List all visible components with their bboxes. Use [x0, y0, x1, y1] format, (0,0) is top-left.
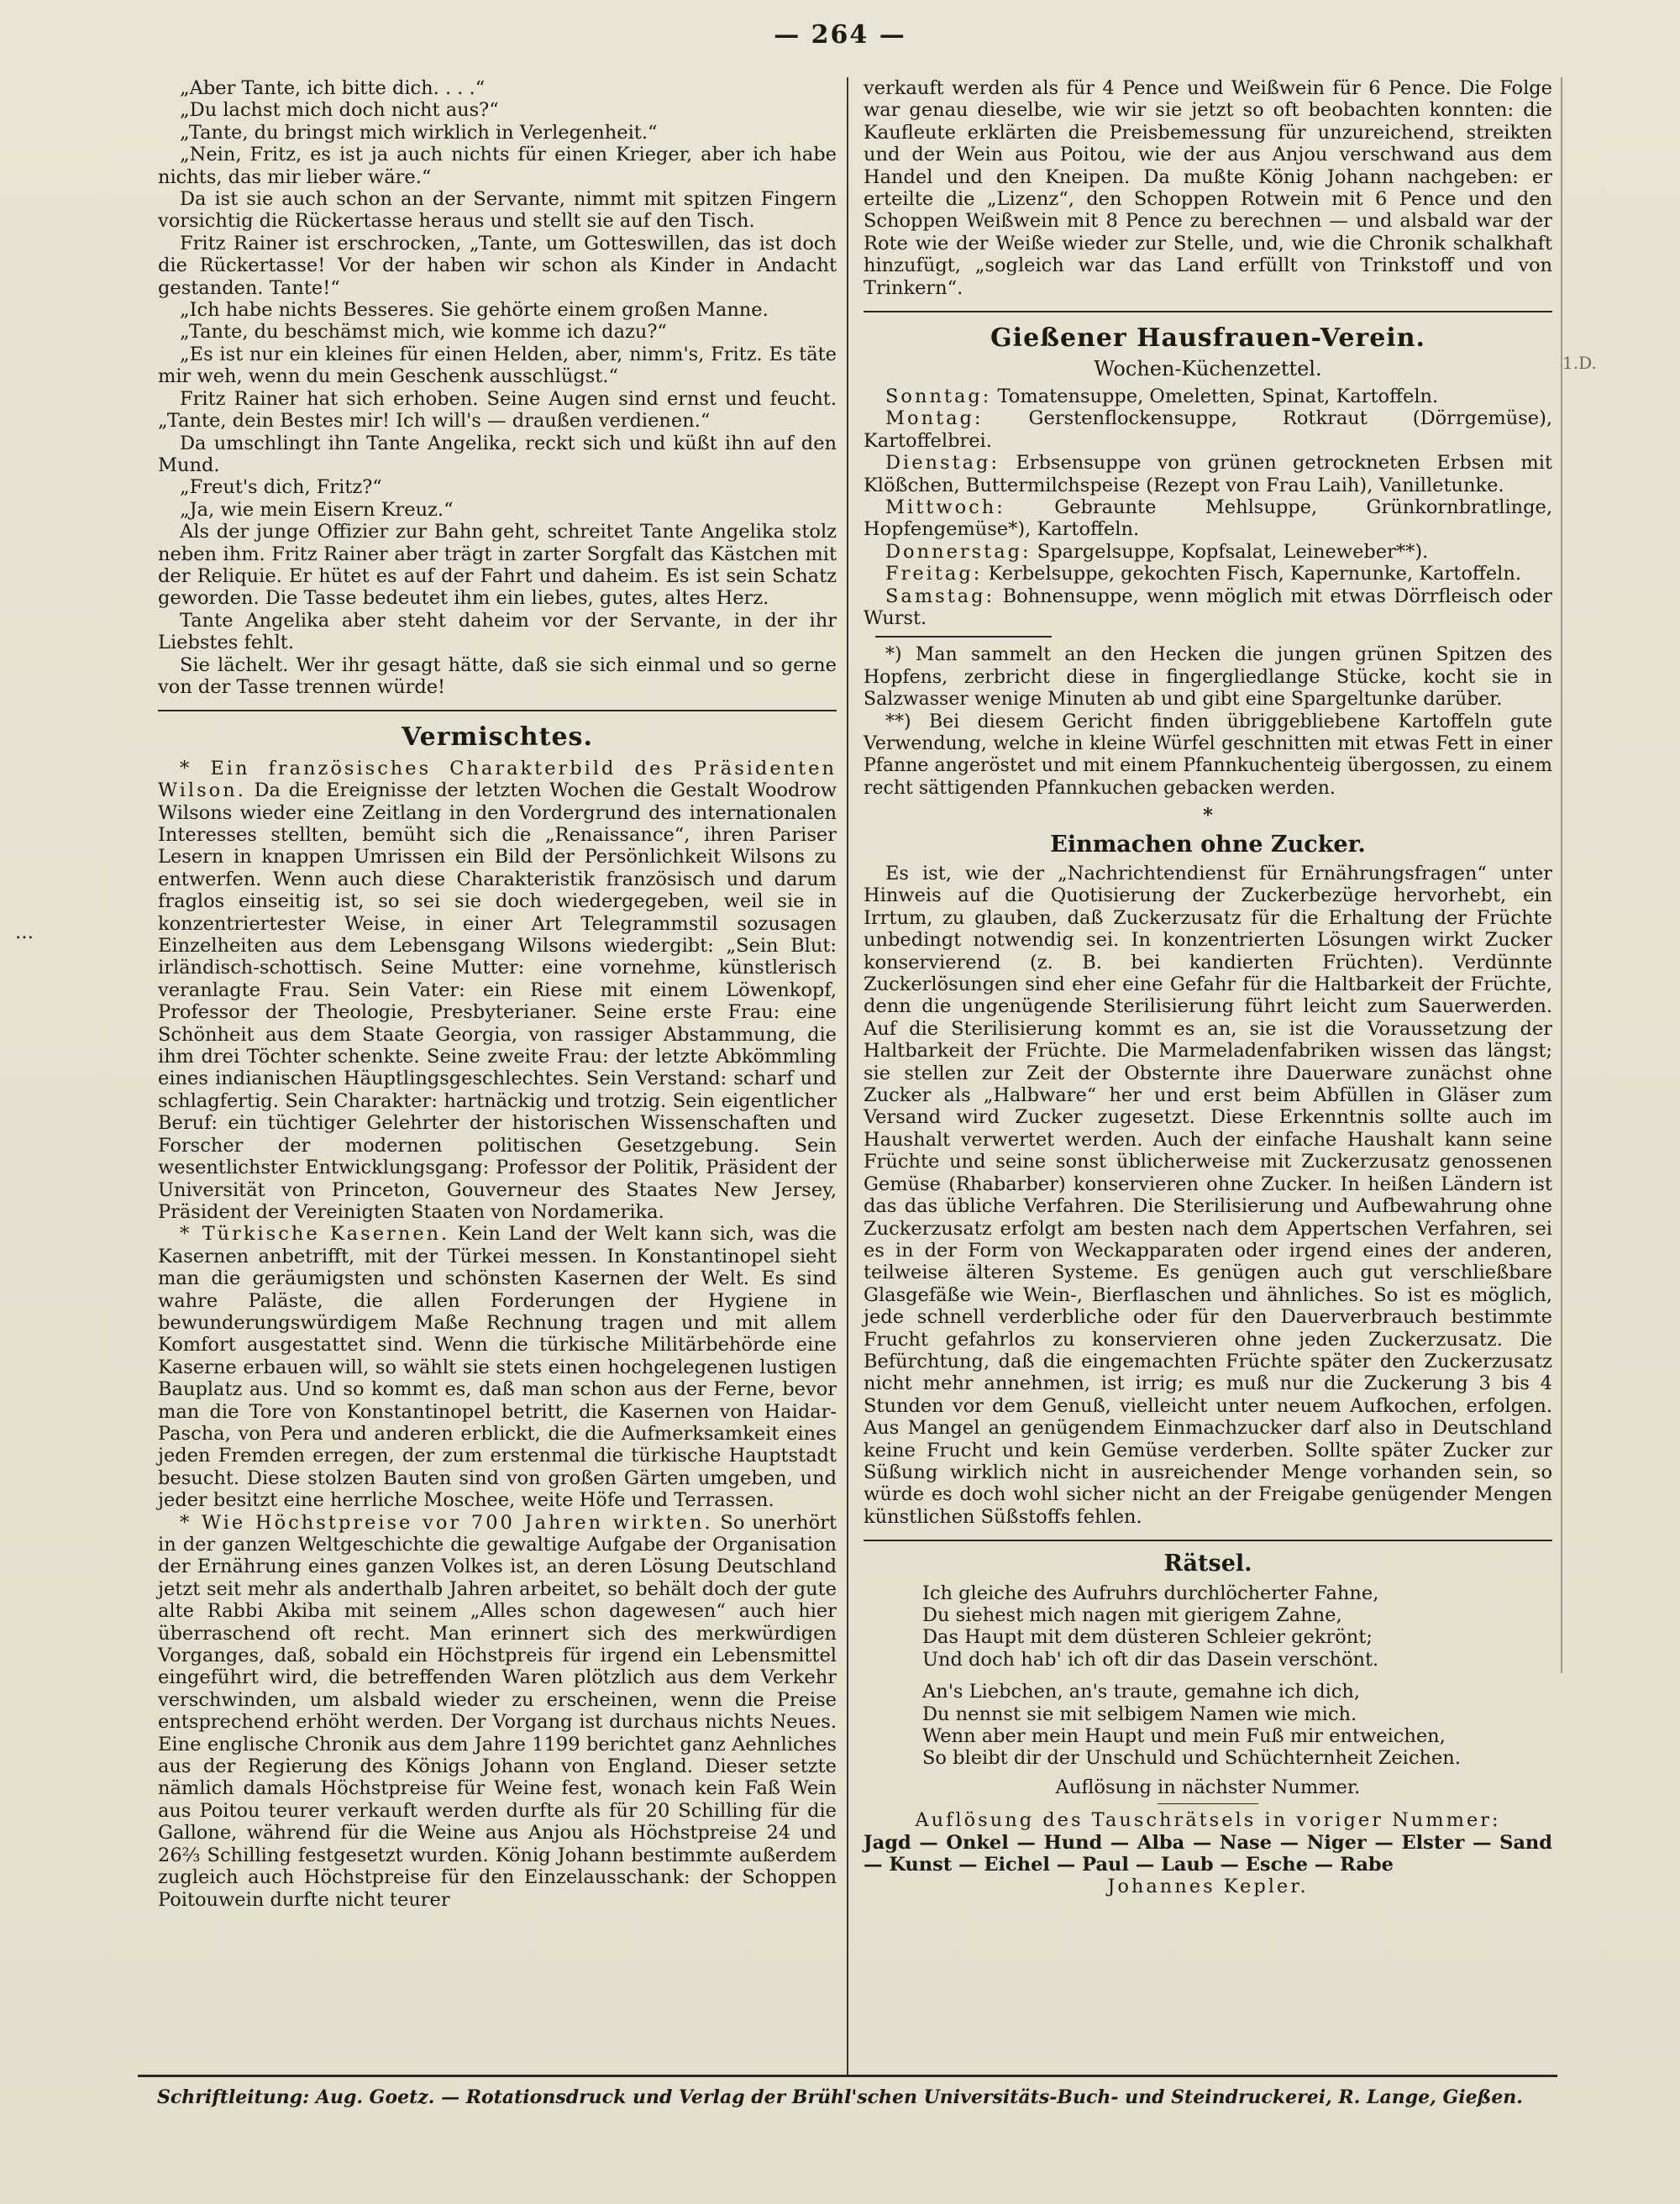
story-paragraph: „Tante, du bringst mich wirklich in Verlegenheit.“ [180, 121, 658, 144]
menu-day [864, 452, 1552, 496]
verse-line: An's Liebchen, an's traute, gemahne ich dich, [922, 1681, 1361, 1703]
article-text: So unerhört in der ganzen Weltgeschichte die gewaltige Aufgabe der Organisation der Ernährung eines ganzen Volkes ist, an deren Lösung Deutschland jetzt seit mehr als anderthalb Jahren arbeitet, so behält doch der gute alte Rabbi Akiba mit seinem „Alles schon dagewesen“ auch hier überraschend oft recht. Man erinnert sich des merkwürdigen Vorganges, daß, sobald ein Höchstpreis für irgend ein Lebensmittel eingeführt wird, die betreffenden Waren plötzlich aus dem Verkehr verschwinden, um alsbald wieder zu erscheinen, wenn die Preise entsprechend erhöht werden. Der Vorgang ist durchaus nichts Neues. Eine englische Chronik aus dem Jahre 1199 berichtet ganz Aehnliches aus der Regierung des Königs Johann von England. Dieser setzte nämlich damals Höchstpreise für Weine fest, wonach kein Faß Wein aus Poitou teurer verkauft werden durfte als für 20 Schilling für die Gallone, während für die Weine aus Anjou als Höchstpreise 24 und 26⅔ Schilling festgesetzt wurden. König Johann bestimmte außerdem zugleich auch Höchstpreise für den Einzelausschank: der Schoppen Poitouwein durfte nicht teurer [158, 1511, 837, 1911]
verse-line: Ich gleiche des Aufruhrs durchlöcherter Fahne, [922, 1582, 1379, 1604]
menu-day-label: Donnerstag: [885, 540, 1032, 563]
raetsel-section [864, 1553, 1552, 1804]
menu-day-text: Erbsensuppe von grünen getrockneten Erbsen mit Klößchen, Buttermilchspeise (Rezept von Frau Laih), Vanilletunke. [864, 452, 1553, 496]
article-title: * Ein französisches Charakterbild des Präsidenten Wilson. [158, 757, 837, 802]
page-number: — 264 — [774, 20, 906, 50]
article-item [158, 758, 837, 1224]
article-title: * Türkische Kasernen. [180, 1223, 450, 1246]
story-paragraph: „Freut's dich, Fritz?“ [180, 476, 382, 499]
menu-day-label: Dienstag: [885, 452, 1000, 475]
article-text: Kein Land der Welt kann sich, was die Kasernen anbetrifft, mit der Türkei messen. In Konstantinopel sieht man die geräumigsten und schönsten Kasernen der Welt. Es sind wahre Paläste, die allen Forderungen der Hygiene in bewunderungswürdigem Maße Rechnung tragen und mit allem Komfort ausgestattet sind. Wenn die türkische Militärbehörde eine Kaserne erbauen will, so wählt sie stets einen hochgelegenen lustigen Bauplatz aus. Und so kommt es, daß man schon aus der Ferne, bevor man die Tore von Konstantinopel betritt, die Kasernen von Haidar-Pascha, von Pera und anderen erblickt, die die Aufmerksamkeit eines jeden Fremden erregen, der zum erstenmal die türkische Hauptstadt besucht. Diese stolzen Bauten sind von großen Gärten umgeben, und jeder besitzt eine herrliche Moschee, weite Höfe und Terrassen. [158, 1223, 837, 1512]
margin-mark-left: … [15, 922, 34, 943]
tauschraetsel-section [864, 1809, 1552, 1898]
menu-day-label: Sonntag: [885, 385, 992, 407]
section-title: Vermischtes. [402, 722, 593, 753]
section-subtitle: Wochen-Küchenzettel. [1094, 357, 1322, 381]
section-title: Rätsel. [1163, 1551, 1252, 1577]
menu-day [864, 496, 1552, 541]
menu-day-text: Bohnensuppe, wenn möglich mit etwas Dörrfleisch oder Wurst. [864, 585, 1553, 629]
section-title: Gießener Hausfrauen-Verein. [990, 323, 1425, 354]
story-paragraph: „Du lachst mich doch nicht aus?“ [180, 99, 499, 122]
verse-line: Wenn aber mein Haupt und mein Fuß mir entweichen, [922, 1725, 1446, 1748]
footnote: **) Bei diesem Gericht finden übriggebliebene Kartoffeln gute Verwendung, welche in kleine Würfel geschnitten mit etwas Fett in einer Pfanne angeröstet und mit einem Pfannkuchenteig übergossen, zu einem recht sättigenden Pfannkuchen gebacken werden. [864, 711, 1552, 799]
story-paragraph: Da ist sie auch schon an der Servante, nimmt mit spitzen Fingern vorsichtig die Rückertasse heraus und stellt sie auf den Tisch. [158, 188, 837, 233]
story-paragraph: Tante Angelika aber steht daheim vor der Servante, in der ihr Liebstes fehlt. [158, 609, 837, 654]
menu-day-text: Tomatensuppe, Omeletten, Spinat, Kartoffeln. [997, 385, 1439, 407]
right-column [864, 77, 1552, 1898]
story-paragraph: „Es ist nur ein kleines für einen Helden, aber, nimm's, Fritz. Es täte mir weh, wenn du mein Geschenk ausschlügst.“ [158, 343, 837, 388]
einmachen-section [864, 805, 1552, 1528]
article-continuation: verkauft werden als für 4 Pence und Weißwein für 6 Pence. Die Folge war genau dieselbe, wie wir sie jetzt so oft beobachten konnten: die Kaufleute erklärten die Preisbemessung für unzureichend, streikten und der Wein aus Poitou, wie der aus Anjou verschwand aus dem Handel und den Kneipen. Da mußte König Johann nachgeben: er erteilte die „Lizenz“, den Schoppen Rotwein mit 6 Pence und den Schoppen Weißwein mit 8 Pence zu berechnen — und alsbald war der Rote wie der Weiße wieder zur Stelle, und, wie die Chronik schalkhaft hinzufügt, „sogleich war das Land erfüllt von Trinkstoff und von Trinkern“. [864, 77, 1552, 299]
footnote: *) Man sammelt an den Hecken die jungen grünen Spitzen des Hopfens, zerbricht diese in fingergliedlange Stücke, kocht sie in Salzwasser wenige Minuten ab und gibt eine Spargeltunke darüber. [864, 644, 1552, 711]
menu-day [864, 407, 1552, 452]
story-paragraph: Fritz Rainer hat sich erhoben. Seine Augen sind ernst und feucht. „Tante, dein Bestes mir! Ich will's — draußen verdienen.“ [158, 387, 837, 433]
riddle-stanza [864, 1582, 1552, 1671]
menu-day-text: Kerbelsuppe, gekochten Fisch, Kapernunke, Kartoffeln. [988, 563, 1522, 585]
menu-day-label: Freitag: [885, 563, 983, 585]
imprint-footer: Schriftleitung: Aug. Goetz. — Rotationsdruck und Verlag der Brühl'schen Universitäts-Buch- und Steindruckerei, R. Lange, Gießen. [157, 2086, 1523, 2108]
story-paragraph: „Ich habe nichts Besseres. Sie gehörte einem großen Manne. [180, 299, 769, 322]
section-rule [864, 1540, 1552, 1541]
solution-title: Auflösung des Tauschrätsels in voriger Nummer: [915, 1809, 1501, 1832]
section-title: Einmachen ohne Zucker. [1050, 831, 1366, 858]
menu-day-label: Mittwoch: [885, 496, 1005, 518]
article-item [158, 1223, 837, 1511]
verse-line: Du nennst sie mit selbigem Namen wie mich. [922, 1703, 1357, 1725]
article-title: * Wie Höchstpreise vor 700 Jahren wirkten. [180, 1511, 713, 1534]
footnote-rule [875, 636, 1052, 638]
story-paragraph: Fritz Rainer ist erschrocken, „Tante, um Gotteswillen, das ist doch die Rückertasse! Vor der haben wir schon als Kinder in Andacht gestanden. Tante!“ [158, 232, 837, 299]
menu-day-text: Spargelsuppe, Kopfsalat, Leineweber**). [1037, 540, 1429, 563]
solution-note: Auflösung in nächster Nummer. [1055, 1776, 1361, 1798]
vermischtes-section [158, 722, 837, 1911]
article-text: Es ist, wie der „Nachrichtendienst für Ernährungsfragen“ unter Hinweis auf die Quotisierung der Zuckerbezüge hervorhebt, ein Irrtum, zu glauben, daß Zuckerzusatz für die Erhaltung der Früchte unbedingt notwendig sei. In konzentrierten Lösungen wirkt Zucker konservierend (z. B. bei kandierten Früchten). Verdünnte Zuckerlösungen sind eher eine Gefahr für die Haltbarkeit der Früchte, denn die ungenügende Sterilisierung führt leicht zum Sauerwerden. Auf die Sterilisierung kommt es an, sie ist die Voraussetzung der Haltbarkeit der Früchte. Die Marmeladenfabriken wissen das längst; sie stellen zur Zeit der Obsternte ihre Dauerware zunächst ohne Zucker als „Halbware“ her und erst beim Abfüllen in Gläser zum Versand wird Zucker zugesetzt. Diese Erkenntnis sollte auch im Haushalt verwertet werden. Auch der einfache Haushalt kann seine Früchte und seine sonst üblicherweise mit Zuckerzusatz genossenen Gemüse (Rhabarber) konservieren ohne Zucker. In heißen Ländern ist das das übliche Verfahren. Die Sterilisierung und Aufbewahrung ohne Zuckerzusatz erfolgt am besten nach dem Appertschen Verfahren, sei es in der Form von Weckapparaten oder irgend eines der anderen, teilweise älteren Systeme. Es genügen auch gut verschließbare Glasgefäße wie Wein-, Bierflaschen und ähnliches. So ist es möglich, jede schnell verderbliche oder für den Dauerverbrauch bestimmte Frucht gefahrlos zu konservieren ohne jeden Zuckerzusatz. Die Befürchtung, daß die eingemachten Früchte später den Zuckerzusatz nicht mehr annehmen, ist irrig; es muß nur die Zuckerung 3 bis 4 Stunden vor dem Genuß, vielleicht unter neuem Aufkochen, erfolgen. Aus Mangel an genügendem Einmachzucker darf also in Deutschland keine Frucht und kein Gemüse verderben. Sollte später Zucker zur Süßung wirklich nicht in ausreichender Menge vorhanden sein, so würde es doch wohl sicher nicht an der Freigabe genügender Mengen künstlichen Süßstoffs fehlen. [864, 863, 1552, 1528]
menu-day [864, 386, 1552, 407]
menu-day [864, 585, 1552, 630]
menu-day [864, 563, 1552, 585]
menu-day-label: Samstag: [885, 585, 995, 607]
menu-day-text: Gerstenflockensuppe, Rotkraut (Dörrgemüse), Kartoffelbrei. [864, 407, 1553, 452]
menu-day-text: Gebraunte Mehlsuppe, Grünkornbratlinge, Hopfengemüse*), Kartoffeln. [864, 496, 1552, 541]
section-ornament: * [1203, 805, 1213, 827]
left-column [158, 77, 837, 1911]
margin-mark-right: 1.D. [1562, 353, 1597, 373]
hausfrauen-section [864, 323, 1553, 800]
solution-words: Jagd — Onkel — Hund — Alba — Nase — Niger — Elster — Sand — Kunst — Eichel — Paul — Laub — Esche — Rabe [864, 1831, 1552, 1876]
story-paragraph: Sie lächelt. Wer ihr gesagt hätte, daß sie sich einmal und so gerne von der Tasse trennen würde! [158, 653, 837, 698]
right-edge-rule [1561, 77, 1562, 1673]
story-ending [158, 77, 837, 698]
menu-day [864, 541, 1552, 563]
verse-line: Du siehest mich nagen mit gierigem Zahne, [922, 1604, 1342, 1626]
verse-line: Das Haupt mit dem düsteren Schleier gekrönt; [922, 1626, 1373, 1649]
story-paragraph: „Nein, Fritz, es ist ja auch nichts für einen Krieger, aber ich habe nichts, das mir lieber wäre.“ [158, 144, 837, 188]
section-rule [158, 710, 837, 711]
article-text: Da die Ereignisse der letzten Wochen die Gestalt Woodrow Wilsons wieder eine Zeitlang in den Vordergrund des internationalen Interesses stellten, bemüht sich die „Renaissance“, ihren Pariser Lesern in knappen Umrissen ein Bild der Persönlichkeit Wilsons zu entwerfen. Wenn auch diese Charakteristik französisch und darum fraglos einseitig ist, so sei sie doch wiedergegeben, weil sie in konzentriertester Weise, in einer Art Telegrammstil sozusagen Einzelheiten aus dem Lebensgang Wilsons wiedergibt: „Sein Blut: irländisch-schottisch. Seine Mutter: eine vornehme, künstlerisch veranlagte Frau. Sein Vater: ein Riese mit einem Löwenkopf, Professor der Theologie, Presbyterianer. Seine erste Frau: eine Schönheit aus dem Staate Georgia, von rassiger Abstammung, die ihm drei Töchter schenkte. Seine zweite Frau: der letzte Abkömmling eines indianischen Häuptlingsgeschlechtes. Sein Verstand: scharf und schlagfertig. Sein Charakter: hartnäckig und trotzig. Sein eigentlicher Beruf: ein tüchtiger Gelehrter der historischen Wissenschaften und Forscher der modernen politischen Gesetzgebung. Sein wesentlichster Entwicklungsgang: Professor der Politik, Präsident der Universität von Princeton, Gouverneur des Staates New Jersey, Präsident der Vereinigten Staaten von Nordamerika. [158, 779, 837, 1223]
menu-day-label: Montag: [885, 407, 984, 430]
article-item [158, 1512, 837, 1911]
verse-line: Und doch hab' ich oft dir das Dasein verschönt. [922, 1648, 1379, 1671]
column-divider [847, 77, 848, 2076]
story-paragraph: Da umschlingt ihn Tante Angelika, reckt sich und küßt ihn auf den Mund. [158, 432, 837, 476]
solution-answer: Johannes Kepler. [1107, 1876, 1309, 1898]
verse-line: So bleibt dir der Unschuld und Schüchternheit Zeichen. [922, 1747, 1461, 1770]
section-rule [864, 311, 1552, 312]
story-paragraph: „Tante, du beschämst mich, wie komme ich dazu?“ [180, 321, 667, 344]
footer-rule [138, 2075, 1557, 2077]
riddle-stanza [864, 1681, 1552, 1770]
story-paragraph: Als der junge Offizier zur Bahn geht, schreitet Tante Angelika stolz neben ihm. Fritz Rainer aber trägt in zarter Sorgfalt das Kästchen mit der Reliquie. Er hütet es auf der Fahrt und daheim. Es ist sein Schatz geworden. Die Tasse bedeutet ihm ein liebes, gutes, altes Herz. [158, 521, 837, 610]
story-paragraph: „Aber Tante, ich bitte dich. . . .“ [180, 77, 486, 99]
story-paragraph: „Ja, wie mein Eisern Kreuz.“ [180, 498, 454, 521]
divider [1158, 1803, 1258, 1804]
